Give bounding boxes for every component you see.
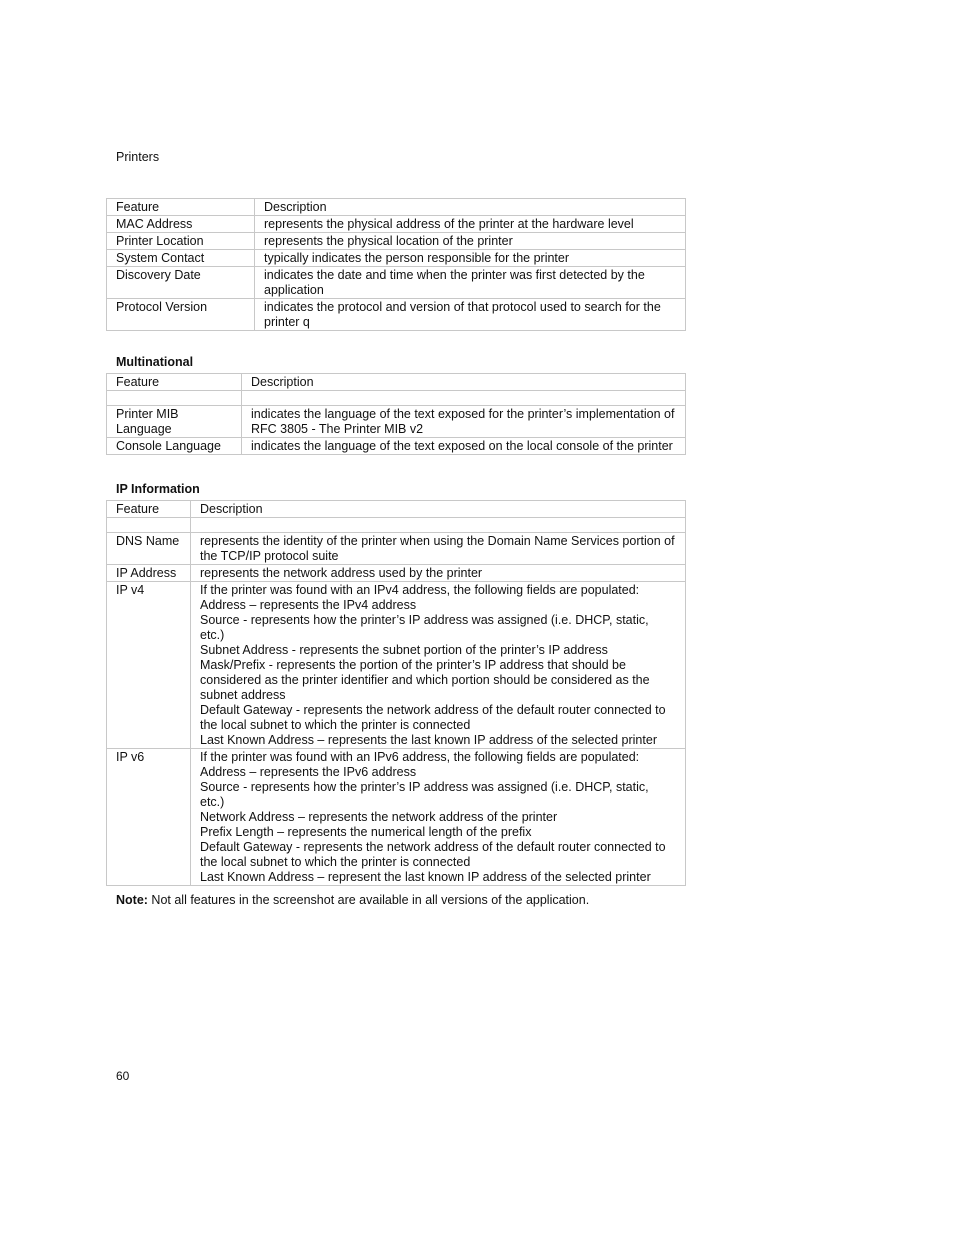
empty-row (107, 391, 686, 406)
feature-cell: Console Language (107, 438, 242, 455)
description-cell: indicates the language of the text exposed for the printer’s implementation of RFC 3805 - The Printer MIB v2 (242, 406, 686, 438)
table-row (107, 749, 686, 886)
table-row (107, 565, 686, 582)
table-row (107, 233, 686, 250)
description-line: Default Gateway - represents the network address of the default router connected to the local subnet to which the printer is connected (200, 840, 666, 869)
column-header-description: Description (242, 374, 686, 391)
description-line: Prefix Length – represents the numerical length of the prefix (200, 825, 532, 839)
description-line: represents the network address used by the printer (200, 566, 483, 580)
page-header: Printers (116, 150, 160, 164)
description-cell: represents the physical address of the printer at the hardware level (255, 216, 686, 233)
description-line: If the printer was found with an IPv4 address, the following fields are populated: (200, 583, 640, 597)
description-cell: typically indicates the person responsible for the printer (255, 250, 686, 267)
description-line: Address – represents the IPv4 address (200, 598, 417, 612)
column-header-feature: Feature (107, 199, 255, 216)
table-row (107, 533, 686, 565)
table-header-row (107, 501, 686, 518)
feature-cell: IP Address (107, 565, 191, 582)
table-row (107, 582, 686, 749)
table-row (107, 438, 686, 455)
description-line: Last Known Address – represents the last known IP address of the selected printer (200, 733, 657, 747)
table-header-row (107, 374, 686, 391)
column-header-feature: Feature (107, 501, 191, 518)
description-line: Mask/Prefix - represents the portion of the printer’s IP address that should be considered as the printer identifier and which portion should be considered as the subnet address (200, 658, 650, 702)
note (116, 893, 589, 907)
description-line: Source - represents how the printer’s IP address was assigned (i.e. DHCP, static, etc.) (200, 613, 649, 642)
printers-table (106, 198, 686, 331)
description-cell: indicates the date and time when the printer was first detected by the application (255, 267, 686, 299)
description-cell (191, 533, 686, 565)
description-cell (191, 749, 686, 886)
empty-row (107, 518, 686, 533)
table-row (107, 216, 686, 233)
table-header-row (107, 199, 686, 216)
description-line: Source - represents how the printer’s IP address was assigned (i.e. DHCP, static, etc.) (200, 780, 649, 809)
description-line: represents the identity of the printer when using the Domain Name Services portion of the TCP/IP protocol suite (200, 534, 675, 563)
ip-information-table (106, 500, 686, 886)
feature-cell: IP v6 (107, 749, 191, 886)
description-cell: represents the physical location of the printer (255, 233, 686, 250)
feature-cell: MAC Address (107, 216, 255, 233)
feature-cell: IP v4 (107, 582, 191, 749)
description-cell: indicates the language of the text exposed on the local console of the printer (242, 438, 686, 455)
description-cell: indicates the protocol and version of that protocol used to search for the printer q (255, 299, 686, 331)
table-row (107, 267, 686, 299)
feature-cell: Printer MIB Language (107, 406, 242, 438)
description-line: If the printer was found with an IPv6 address, the following fields are populated: (200, 750, 640, 764)
column-header-description: Description (191, 501, 686, 518)
column-header-feature: Feature (107, 374, 242, 391)
description-cell (191, 582, 686, 749)
description-line: Last Known Address – represent the last known IP address of the selected printer (200, 870, 651, 884)
feature-cell: Discovery Date (107, 267, 255, 299)
note-text: Not all features in the screenshot are available in all versions of the application. (147, 893, 590, 907)
description-cell (191, 565, 686, 582)
column-header-description: Description (255, 199, 686, 216)
table-row (107, 406, 686, 438)
description-line: Network Address – represents the network address of the printer (200, 810, 558, 824)
feature-cell: DNS Name (107, 533, 191, 565)
table-row (107, 250, 686, 267)
page-number: 60 (116, 1069, 130, 1083)
feature-cell: System Contact (107, 250, 255, 267)
table-row (107, 299, 686, 331)
description-line: Default Gateway - represents the network address of the default router connected to the local subnet to which the printer is connected (200, 703, 666, 732)
feature-cell: Printer Location (107, 233, 255, 250)
description-line: Subnet Address - represents the subnet portion of the printer’s IP address (200, 643, 608, 657)
description-line: Address – represents the IPv6 address (200, 765, 417, 779)
section-title-ip-information: IP Information (116, 482, 200, 496)
multinational-table (106, 373, 686, 455)
section-title-multinational: Multinational (116, 355, 194, 369)
feature-cell: Protocol Version (107, 299, 255, 331)
note-label: Note: (116, 893, 148, 907)
